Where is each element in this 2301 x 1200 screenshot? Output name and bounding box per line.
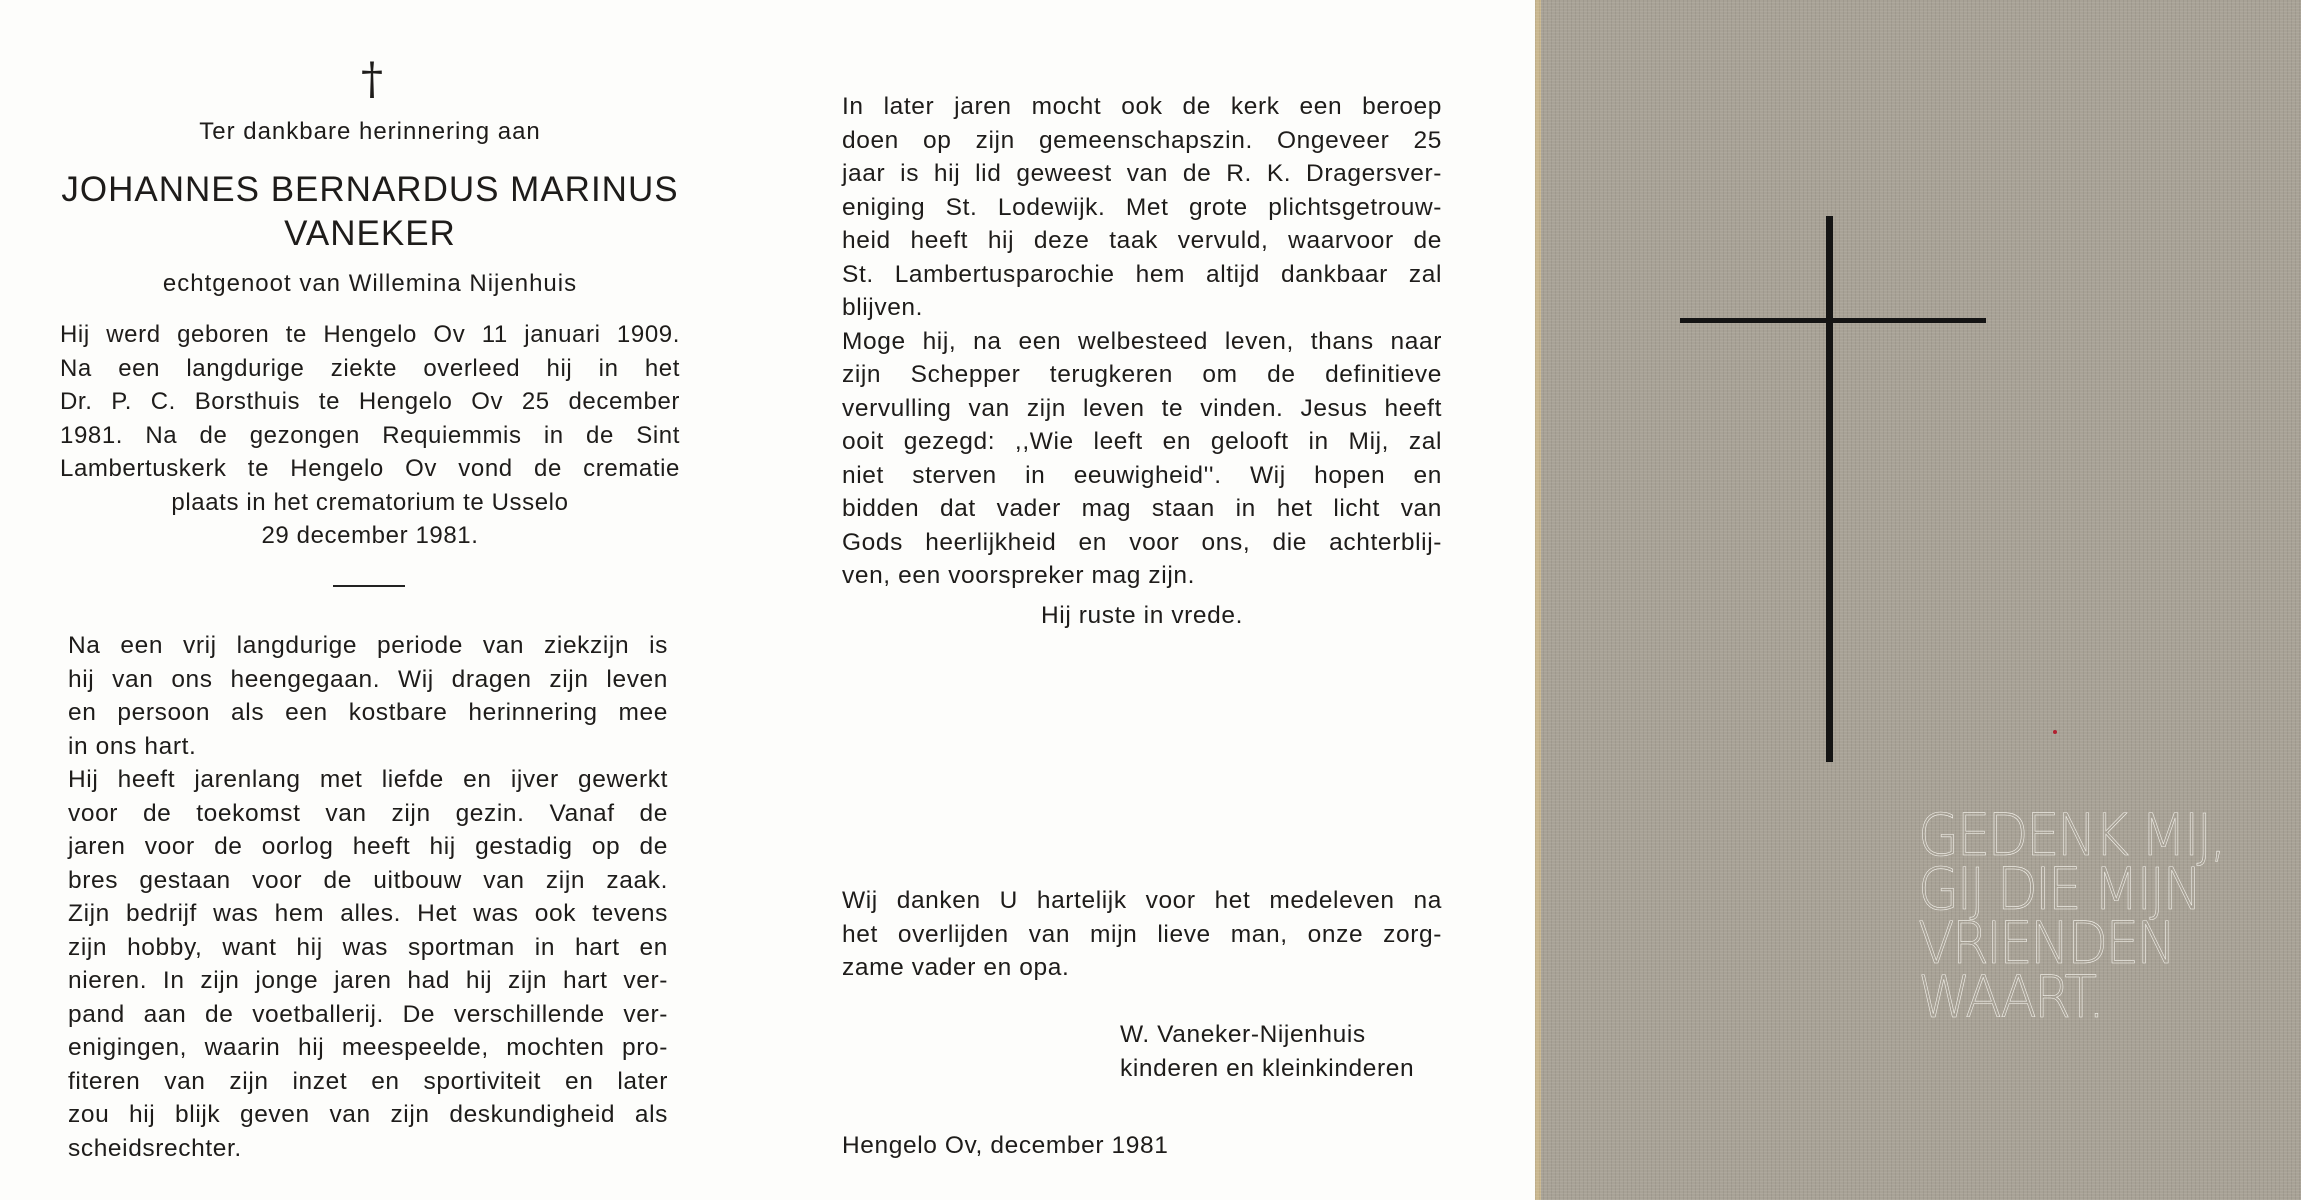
text-line: eniging St. Lodewijk. Met grote plichtsgetrouw- (842, 193, 1442, 221)
bio-line: Dr. P. C. Borsthuis te Hengelo Ov 25 december (60, 388, 680, 415)
text-line: hij van ons heengegaan. Wij dragen zijn leven (68, 665, 668, 693)
text-line: bres gestaan voor de uitbouw van zijn zaak. (68, 866, 668, 894)
text-line: het overlijden van mijn lieve man, onze zorg- (842, 920, 1442, 948)
life-paragraph (68, 629, 668, 1165)
text-line: Na een vrij langdurige periode van ziekzijn is (68, 632, 668, 659)
ink-speck (2053, 730, 2057, 734)
bio-line: 1981. Na de gezongen Requiemmis in de Sint (60, 421, 680, 449)
cover-motto (1918, 801, 2249, 1031)
text-line: vervulling van zijn leven te vinden. Jesus heeft (842, 394, 1442, 422)
text-line: in ons hart. (68, 732, 197, 760)
spouse-text: echtgenoot van Willemina Nijenhuis (162, 270, 578, 297)
signature-block (1120, 1018, 1414, 1086)
text-line: pand aan de voetballerij. De verschillende ver- (68, 1000, 668, 1028)
text-line: In later jaren mocht ook de kerk een beroep (842, 93, 1442, 120)
motto-line: GIJ DIE MIJN (1918, 855, 2200, 923)
text-line: fiteren van zijn inzet en sportiviteit en later (68, 1067, 668, 1095)
text-line: zijn hobby, want hij was sportman in hart en (68, 933, 668, 961)
text-line: Moge hij, na een welbesteed leven, thans naar (842, 327, 1442, 355)
name-line-2: VANEKER (284, 214, 456, 253)
place-date: Hengelo Ov, december 1981 (842, 1132, 1169, 1159)
text-line: Hij heeft jarenlang met liefde en ijver gewerkt (68, 766, 668, 793)
text-line: Wij danken U hartelijk voor het medeleven na (842, 887, 1442, 914)
signature-family: kinderen en kleinkinderen (1120, 1055, 1415, 1082)
deceased-name (40, 168, 700, 256)
text-line: doen op zijn gemeenschapszin. Ongeveer 25 (842, 126, 1442, 154)
text-line: heid heeft hij deze taak vervuld, waarvoor de (842, 227, 1442, 254)
cross-icon: † (361, 54, 383, 105)
bio-line: Na een langdurige ziekte overleed hij in het (60, 354, 680, 382)
text-line: en persoon als een kostbare herinnering mee (68, 699, 668, 726)
bio-line: 29 december 1981. (261, 522, 479, 549)
text-line: voor de toekomst van zijn gezin. Vanaf de (68, 799, 668, 827)
text-line: Zijn bedrijf was hem alles. Het was ook tevens (68, 900, 668, 927)
cover-cross-icon (1826, 216, 1833, 762)
text-line: blijven. (842, 294, 924, 321)
intro-text: Ter dankbare herinnering aan (199, 118, 541, 145)
text-line: ven, een voorspreker mag zijn. (842, 562, 1195, 589)
text-line: jaar is hij lid geweest van de R. K. Dragersver- (842, 160, 1442, 187)
text-line: zijn Schepper terugkeren om de definitieve (842, 361, 1442, 388)
text-line: nieren. In zijn jonge jaren had hij zijn hart ver- (68, 967, 668, 994)
divider-line (333, 585, 405, 587)
text-line: bidden dat vader mag staan in het licht van (842, 495, 1442, 522)
motto-line: VRIENDEN (1918, 909, 2174, 977)
text-line: scheidsrechter. (68, 1134, 242, 1162)
text-line: Gods heerlijkheid en voor ons, die achterblij- (842, 528, 1442, 556)
church-paragraph (842, 90, 1442, 593)
rest-in-peace: Hij ruste in vrede. (1040, 602, 1244, 629)
name-line-1: JOHANNES BERNARDUS MARINUS (61, 170, 679, 209)
text-line: enigingen, waarin hij meespeelde, mochten pro- (68, 1034, 668, 1061)
text-line: St. Lambertusparochie hem altijd dankbaar zal (842, 260, 1442, 288)
bio-line: Hij werd geboren te Hengelo Ov 11 januari 1909. (60, 321, 680, 348)
motto-line: GEDENK MIJ, (1918, 801, 2224, 869)
motto-line: WAART. (1918, 963, 2103, 1031)
text-line: jaren voor de oorlog heeft hij gestadig op de (68, 833, 668, 860)
signature-name: W. Vaneker-Nijenhuis (1120, 1021, 1366, 1048)
thanks-paragraph (842, 884, 1442, 985)
text-line: zou hij blijk geven van zijn deskundigheid als (68, 1101, 668, 1128)
text-line: niet sterven in eeuwigheid''. Wij hopen en (842, 461, 1442, 489)
biography-block (60, 318, 680, 553)
bio-line: Lambertuskerk te Hengelo Ov vond de crematie (60, 455, 680, 482)
text-line: zame vader en opa. (842, 954, 1070, 981)
bio-line: plaats in het crematorium te Usselo (171, 488, 569, 516)
cover-cross-bar (1680, 318, 1986, 323)
text-line: ooit gezegd: ,,Wie leeft en gelooft in Mij, zal (842, 428, 1442, 455)
